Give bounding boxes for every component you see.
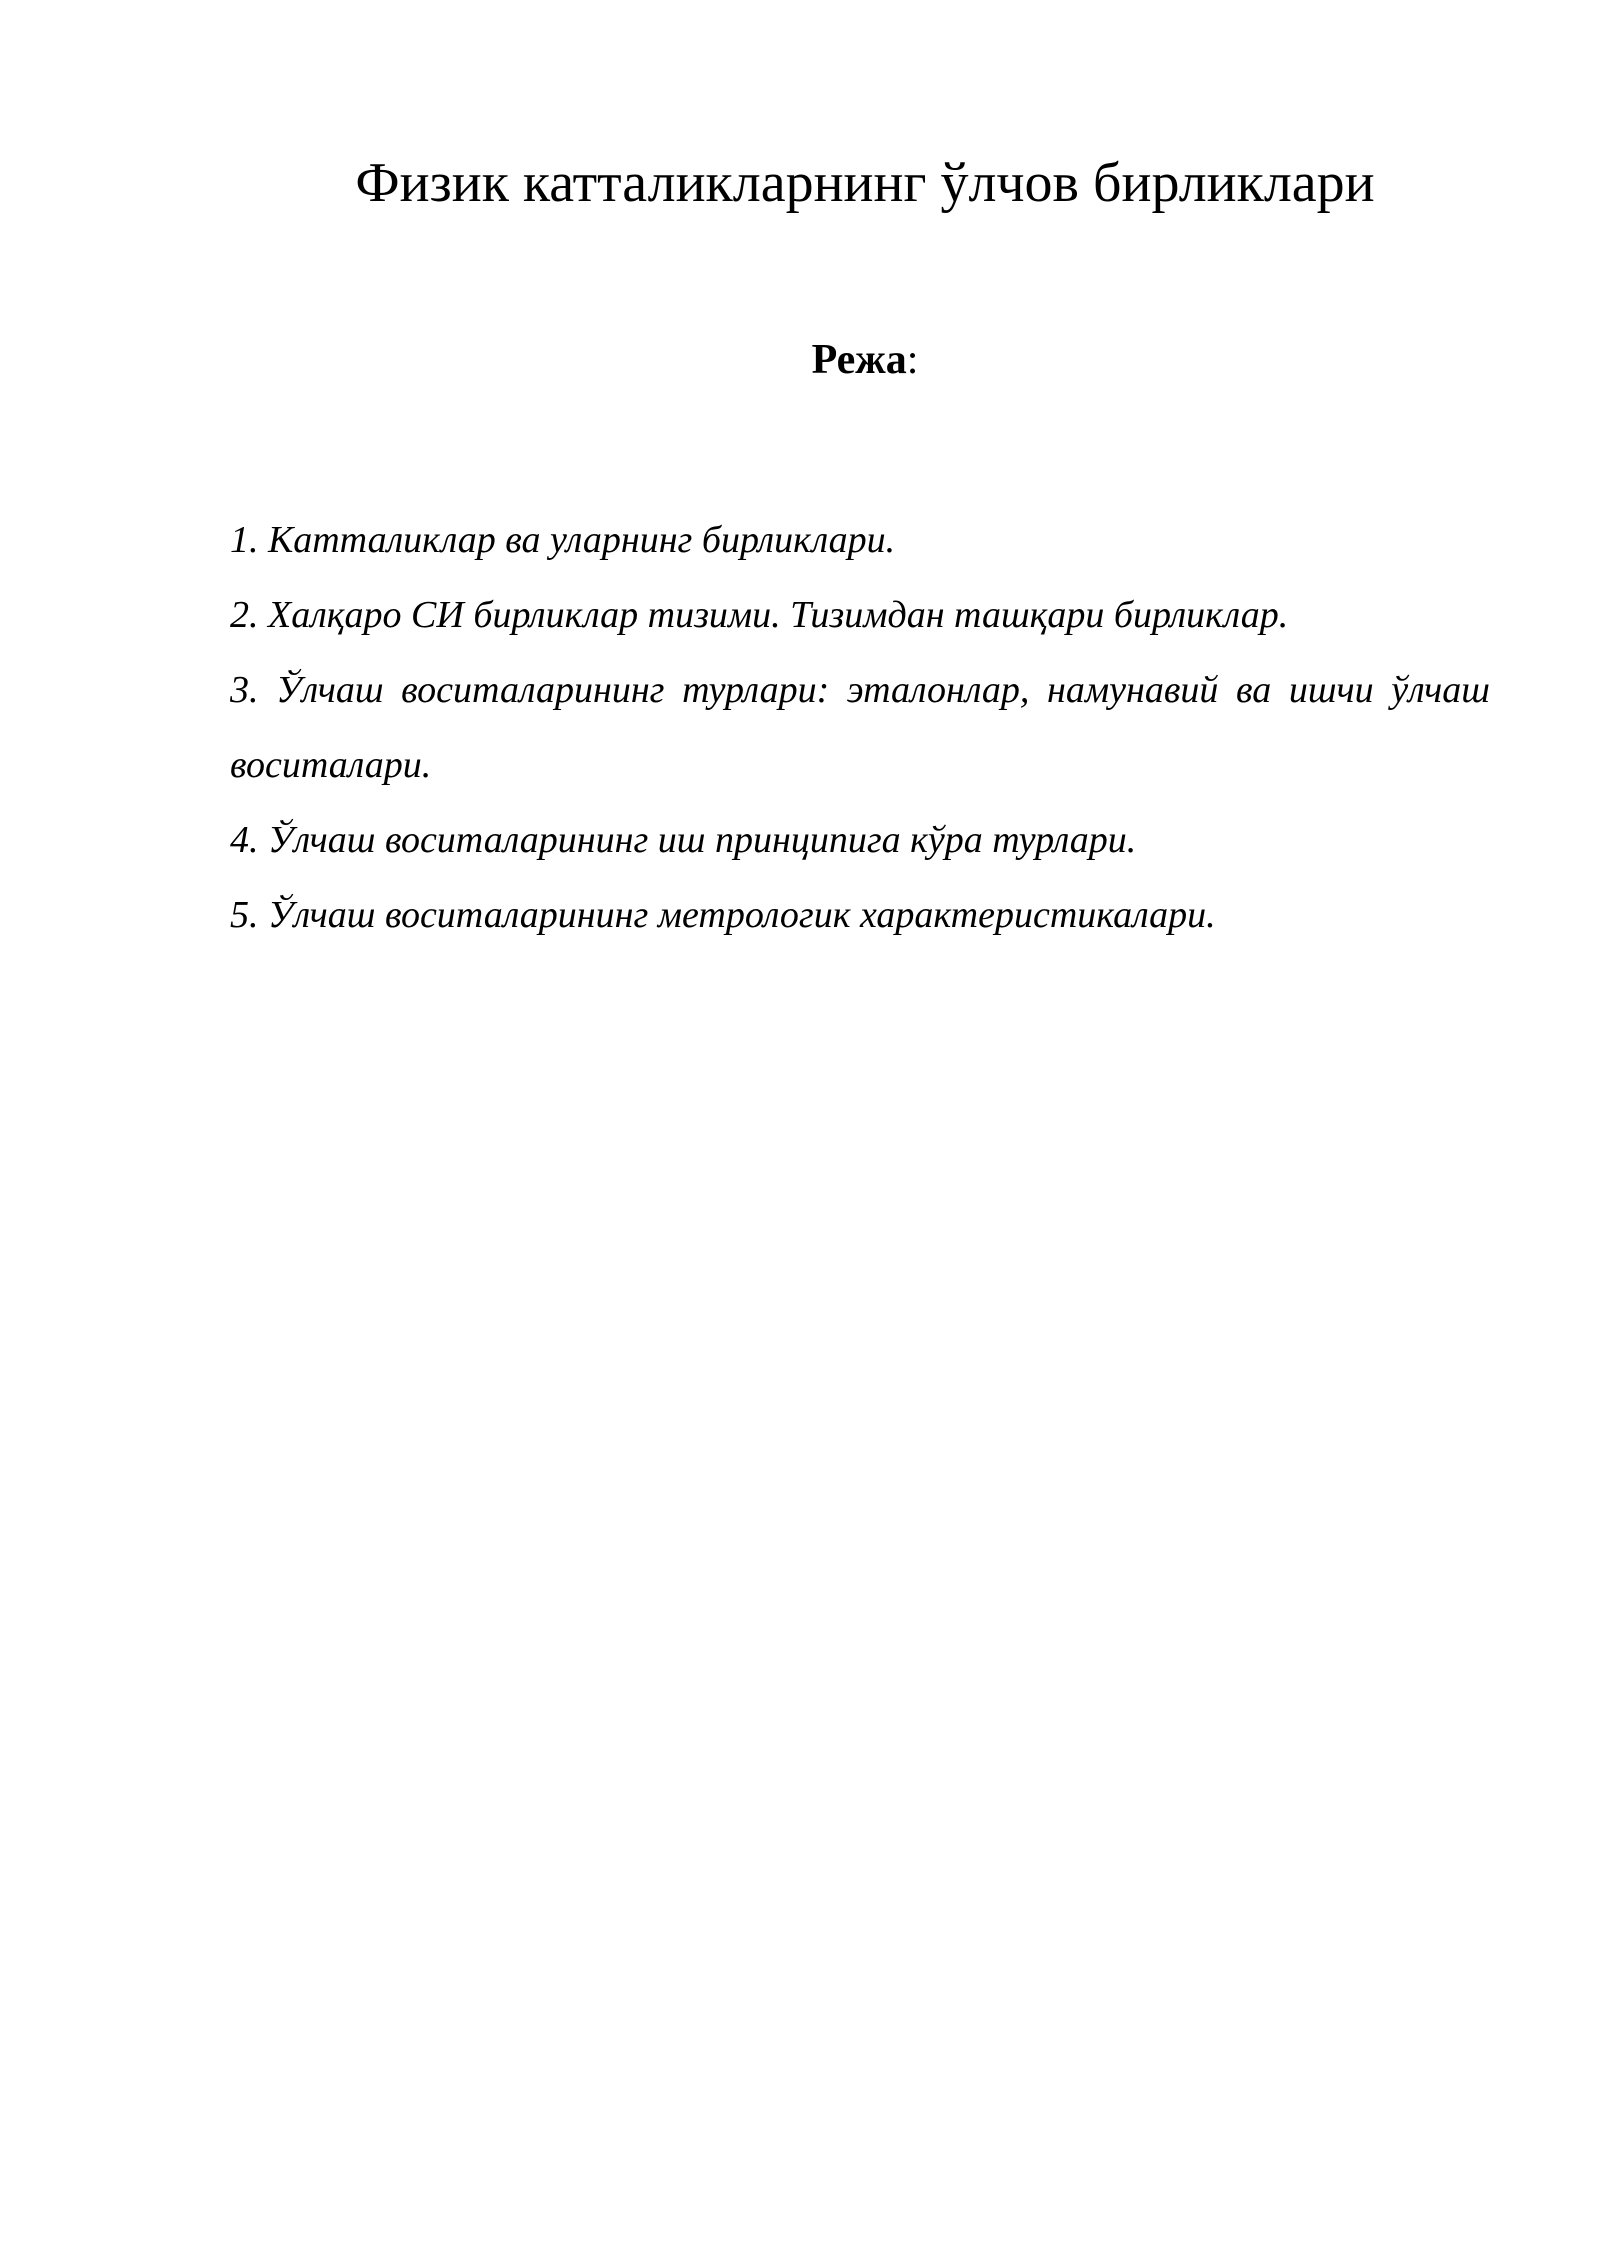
document-title: Физик катталикларнинг ўлчов бирликлари xyxy=(355,152,1375,214)
plan-heading xyxy=(230,335,1500,385)
plan-item-1: 1. Катталиклар ва уларнинг бирликлари. xyxy=(230,519,896,561)
plan-heading-label: Режа xyxy=(811,337,907,383)
plan-item-4: 4. Ўлчаш воситаларининг иш принципига кўра турлари. xyxy=(230,819,1137,861)
plan-item-2: 2. Халқаро СИ бирликлар тизими. Тизимдан ташқари бирликлар. xyxy=(230,594,1289,636)
plan-heading-colon: : xyxy=(906,337,919,383)
plan-list xyxy=(230,503,1490,953)
plan-item-5: 5. Ўлчаш воситаларининг метрологик характеристикалари. xyxy=(230,894,1216,936)
plan-item-3: 3. Ўлчаш воситаларининг турлари: эталонлар, намунавий ва ишчи ўлчаш воситалари. xyxy=(230,669,1490,786)
